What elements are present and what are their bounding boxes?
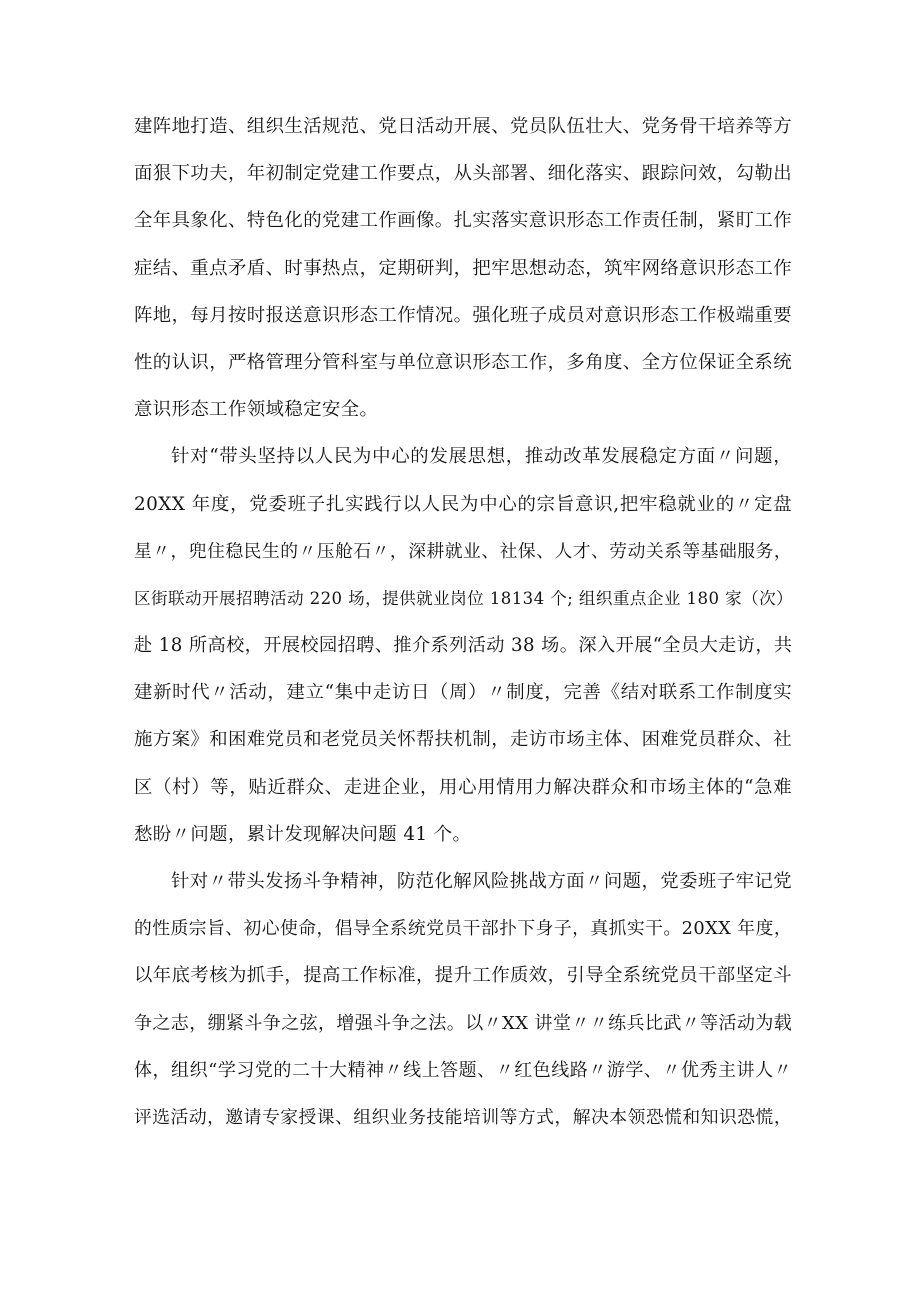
paragraph-1-line-5: 阵地，每月按时报送意识形态工作情况。强化班子成员对意识形态工作极端重要 <box>134 304 792 326</box>
paragraph-1-line-1: 建阵地打造、组织生活规范、党日活动开展、党员队伍壮大、党务骨干培养等方 <box>134 116 792 137</box>
paragraph-2-line-8: 区（村）等，贴近群众、走进企业，用心用情用力解决群众和市场主体的“急难 <box>134 776 792 798</box>
paragraph-2-line-2: 20XX 年度，党委班子扎实践行以人民为中心的宗旨意识,把牢稳就业的〃定盘 <box>134 493 792 515</box>
paragraph-1-line-2: 面狠下功夫，年初制定党建工作要点，从头部署、细化落实、跟踪问效，勾勒出 <box>134 163 792 185</box>
paragraph-3-line-2: 的性质宗旨、初心使命，倡导全系统党员干部扑下身子，真抓实干。20XX 年度， <box>134 918 792 940</box>
paragraph-2-line-1: 针对“带头坚持以人民为中心的发展思想，推动改革发展稳定方面〃问题， <box>171 446 792 468</box>
paragraph-1-line-7: 意识形态工作领域稳定安全。 <box>134 399 379 421</box>
document-body <box>134 112 792 1150</box>
paragraph-2-line-9: 愁盼〃问题，累计发现解决问题 41 个。 <box>134 823 472 845</box>
paragraph-2-line-6: 建新时代〃活动，建立“集中走访日（周）〃制度，完善《结对联系工作制度实 <box>134 682 792 704</box>
paragraph-3-line-3: 以年底考核为抓手，提高工作标准，提升工作质效，引导全系统党员干部坚定斗 <box>134 965 792 987</box>
paragraph-2-line-4: 区街联动开展招聘活动 220 场，提供就业岗位 18134 个; 组织重点企业 180 家（次） <box>134 588 794 608</box>
paragraph-1-line-3: 全年具象化、特色化的党建工作画像。扎实落实意识形态工作责任制，紧盯工作 <box>134 210 792 232</box>
paragraph-2-line-3: 星〃，兜住稳民生的〃压舱石〃，深耕就业、社保、人才、劳动关系等基础服务， <box>134 540 792 562</box>
paragraph-3-line-6: 评选活动，邀请专家授课、组织业务技能培训等方式，解决本领恐慌和知识恐慌， <box>134 1106 792 1128</box>
paragraph-1-line-6: 性的认识，严格管理分管科室与单位意识形态工作，多角度、全方位保证全系统 <box>134 351 792 373</box>
paragraph-1-line-4: 症结、重点矛盾、时事热点，定期研判，把牢思想动态，筑牢网络意识形态工作 <box>134 257 792 279</box>
paragraph-3-line-1: 针对〃带头发扬斗争精神，防范化解风险挑战方面〃问题，党委班子牢记党 <box>171 871 792 892</box>
paragraph-2-line-7: 施方案》和困难党员和老党员关怀帮扶机制，走访市场主体、困难党员群众、社 <box>134 729 792 751</box>
paragraph-2-line-5: 赴 18 所高校，开展校园招聘、推介系列活动 38 场。深入开展“全员大走访，共 <box>134 635 793 657</box>
paragraph-3-line-4: 争之志，绷紧斗争之弦，增强斗争之法。以〃XX 讲堂〃〃练兵比武〃等活动为载 <box>134 1012 793 1034</box>
paragraph-3-line-5: 体，组织“学习党的二十大精神〃线上答题、〃红色线路〃游学、〃优秀主讲人〃 <box>134 1059 792 1081</box>
